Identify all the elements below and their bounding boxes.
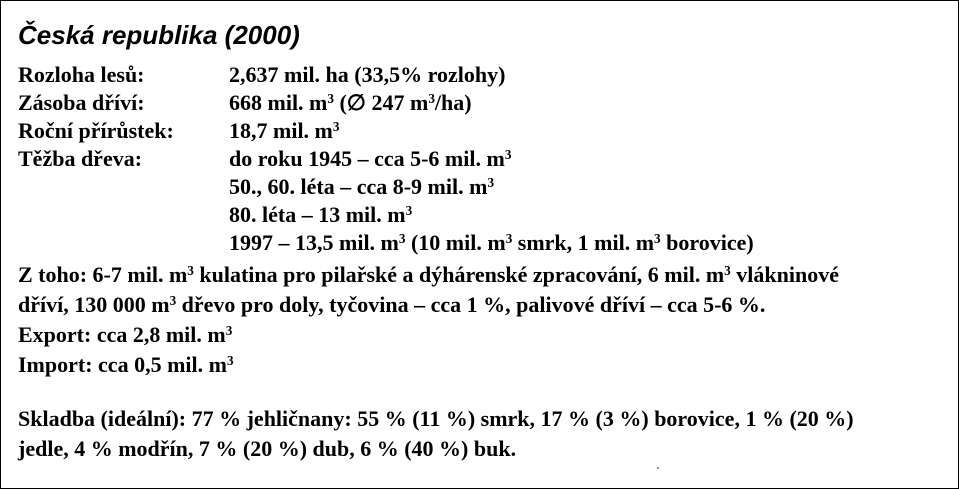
harvest-line: 1997 – 13,5 mil. $m^3$ (10 mil. $m^3$ smrk, 1 mil. $m^3$ borovice) [229,230,754,255]
composition-line2: jedle, 4 % modřín, 7 % (20 %) dub, 6 % (40 %) buk. [18,436,517,461]
composition-line1: Skladba (ideální): 77 % jehličnany: 55 % (11 %) smrk, 17 % (3 %) borovice, 1 % (20 %) [18,406,854,431]
of-which-line1: Z toho: 6-7 mil. $m^3$ kulatina pro pilařské a dýhárenské zpracování, 6 mil. $m^3$ vlákninové [18,262,839,287]
growth-value: 18,7 mil. $m^3$ [229,118,340,143]
harvest-line: 80. léta – 13 mil. $m^3$ [229,202,413,227]
area-value: 2,637 mil. ha (33,5% rozlohy) [229,62,506,87]
stock-label: Zásoba dříví: [18,90,145,115]
export-line: Export: cca 2,8 mil. $m^3$ [18,322,233,347]
harvest-label: Těžba dřeva: [18,146,143,171]
area-label: Rozloha lesů: [18,62,145,87]
import-line: Import: cca 0,5 mil. $m^3$ [18,352,234,377]
of-which-line2: dříví, 130 000 $m^3$ dřevo pro doly, tyčovina – cca 1 %, palivové dříví – cca 5-6 %. [18,292,766,317]
scan-speck [657,467,659,469]
page-title: Česká republika (2000) [18,20,300,50]
harvest-line: do roku 1945 – cca 5-6 mil. $m^3$ [229,146,512,171]
stock-value: 668 mil. $m^3$ (∅ 247 $m^3/ha$) [229,90,472,115]
growth-label: Roční přírůstek: [18,118,174,143]
harvest-line: 50., 60. léta – cca 8-9 mil. $m^3$ [229,174,495,199]
